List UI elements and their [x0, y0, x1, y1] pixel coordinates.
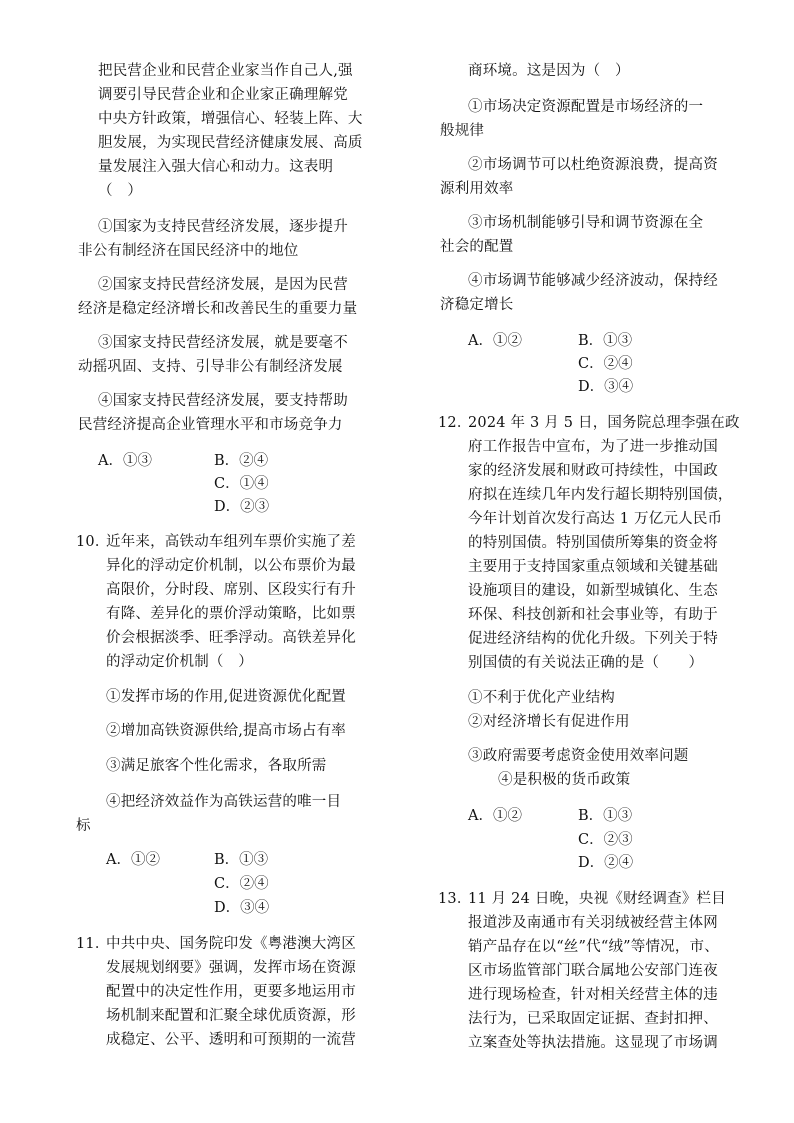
statement-4-cont: 济稳定增长: [440, 297, 514, 313]
statement-2: ②增加高铁资源供给,提高市场占有率: [106, 723, 347, 739]
q12-stem-line: 府工作报告中宣布，为了进一步推动国: [468, 439, 718, 455]
q13-stem-line: 报道涉及南通市有关羽绒被经营主体网: [468, 915, 718, 931]
option-d[interactable]: D．②③: [214, 499, 270, 515]
q13-stem-line: 进行现场检查，针对相关经营主体的违: [468, 987, 718, 1003]
statement-4-cont: 民营经济提高企业管理水平和市场竞争力: [78, 417, 343, 433]
option-b[interactable]: B．①③: [214, 852, 269, 868]
q13-stem-line: 区市场监管部门联合属地公安部门连夜: [468, 963, 718, 979]
question-number: 13．: [438, 891, 472, 907]
q11-stem-line: 发展规划纲要》强调，发挥市场在资源: [106, 960, 356, 976]
q9-stem-line: 中央方针政策，增强信心、轻装上阵、大: [98, 111, 363, 127]
q9-stem-line: 把民营企业和民营企业家当作自己人,强: [98, 63, 353, 79]
option-a[interactable]: A．①②: [106, 852, 160, 868]
q12-stem-line: 今年计划首次发行高达 1 万亿元人民币: [468, 511, 723, 527]
question-number: 10．: [76, 534, 110, 550]
statement-3: ③国家支持民营经济发展，就是要毫不: [98, 335, 348, 351]
statement-2: ②对经济增长有促进作用: [468, 714, 630, 730]
statement-1: ①市场决定资源配置是市场经济的一: [468, 99, 704, 115]
statement-3: ③满足旅客个性化需求，各取所需: [106, 758, 327, 774]
option-a[interactable]: A．①②: [468, 333, 522, 349]
option-d[interactable]: D．③④: [214, 900, 270, 916]
q9-stem-line: 调要引导民营企业和企业家正确理解党: [98, 87, 348, 103]
q12-stem-line: 家的经济发展和财政可持续性，中国政: [468, 463, 718, 479]
statement-4: ④市场调节能够减少经济波动，保持经: [468, 273, 718, 289]
option-d[interactable]: D．③④: [578, 379, 634, 395]
q13-stem-line: 立案查处等执法措施。这显现了市场调: [468, 1035, 718, 1051]
statement-3-cont: 动摇巩固、支持、引导非公有制经济发展: [78, 359, 343, 375]
option-b[interactable]: B．①③: [578, 808, 633, 824]
option-a[interactable]: A．①②: [468, 808, 522, 824]
statement-1: ①发挥市场的作用,促进资源优化配置: [106, 689, 347, 705]
option-c[interactable]: C．②③: [578, 832, 633, 848]
q11-stem-line: 中共中央、国务院印发《粤港澳大湾区: [106, 936, 356, 952]
statement-1-cont: 般规律: [440, 123, 485, 139]
statement-4: ④是积极的货币政策: [498, 772, 631, 788]
q10-stem-line: 异化的浮动定价机制，以公布票价为最: [106, 558, 356, 574]
statement-1: ①国家为支持民营经济发展，逐步提升: [98, 219, 348, 235]
q11-stem-line: 配置中的决定性作用，更要多地运用市: [106, 984, 356, 1000]
statement-4: ④把经济效益作为高铁运营的唯一目: [106, 794, 342, 810]
q13-stem-line: 销产品存在以“丝”代“绒”等情况，市、: [468, 939, 719, 955]
option-b[interactable]: B．②④: [214, 453, 269, 469]
statement-2: ②国家支持民营经济发展，是因为民营: [98, 277, 348, 293]
statement-2-cont: 经济是稳定经济增长和改善民生的重要力量: [78, 301, 358, 317]
option-c[interactable]: C．②④: [578, 356, 633, 372]
q9-stem-line: 胆发展，为实现民营经济健康发展、高质: [98, 135, 363, 151]
statement-1: ①不利于优化产业结构: [468, 690, 615, 706]
q12-stem-line: 2024 年 3 月 5 日，国务院总理李强在政: [468, 415, 740, 431]
q10-stem-line: 高限价，分时段、席别、区段实行有升: [106, 582, 356, 598]
option-c[interactable]: C．②④: [214, 876, 269, 892]
q10-stem-line: 有降、差异化的票价浮动策略，比如票: [106, 606, 356, 622]
q10-stem-line: 近年来，高铁动车组列车票价实施了差: [106, 534, 356, 550]
q10-stem-line: 的浮动定价机制（ ）: [106, 654, 253, 670]
q12-stem-line: 主要用于支持国家重点领域和关键基础: [468, 559, 718, 575]
statement-3: ③市场机制能够引导和调节资源在全: [468, 215, 704, 231]
option-c[interactable]: C．①④: [214, 476, 269, 492]
q13-stem-line: 11 月 24 日晚，央视《财经调查》栏目: [468, 891, 726, 907]
q9-stem-line: 量发展注入强大信心和动力。这表明: [98, 159, 334, 175]
q12-stem-line: 别国债的有关说法正确的是（ ）: [468, 655, 704, 671]
q13-stem-line: 法行为，已采取固定证据、查封扣押、: [468, 1011, 718, 1027]
q11-stem-line: 成稳定、公平、透明和可预期的一流营: [106, 1032, 356, 1048]
q10-stem-line: 价会根据淡季、旺季浮动。高铁差异化: [106, 630, 356, 646]
statement-2-cont: 源利用效率: [440, 181, 514, 197]
q12-stem-line: 促进经济结构的优化升级。下列关于特: [468, 631, 718, 647]
option-b[interactable]: B．①③: [578, 333, 633, 349]
q12-stem-line: 府拟在连续几年内发行超长期特别国债，: [468, 487, 733, 503]
q12-stem-line: 的特别国债。特别国债所筹集的资金将: [468, 535, 718, 551]
q12-stem-line: 环保、科技创新和社会事业等，有助于: [468, 607, 718, 623]
statement-3-cont: 社会的配置: [440, 239, 514, 255]
statement-1-cont: 非公有制经济在国民经济中的地位: [78, 243, 299, 259]
q11-stem-line: 场机制来配置和汇聚全球优质资源，形: [106, 1008, 356, 1024]
answer-blank: （ ）: [98, 183, 143, 199]
statement-3: ③政府需要考虑资金使用效率问题: [468, 748, 689, 764]
question-number: 11．: [76, 936, 110, 952]
q12-stem-line: 设施项目的建设，如新型城镇化、生态: [468, 583, 718, 599]
option-d[interactable]: D．②④: [578, 855, 634, 871]
question-number: 12．: [438, 415, 472, 431]
statement-4: ④国家支持民营经济发展，要支持帮助: [98, 393, 348, 409]
statement-4-cont: 标: [76, 818, 91, 834]
statement-2: ②市场调节可以杜绝资源浪费，提高资: [468, 157, 718, 173]
option-a[interactable]: A．①③: [98, 453, 152, 469]
q11-stem-line: 商环境。这是因为（ ）: [468, 63, 630, 79]
